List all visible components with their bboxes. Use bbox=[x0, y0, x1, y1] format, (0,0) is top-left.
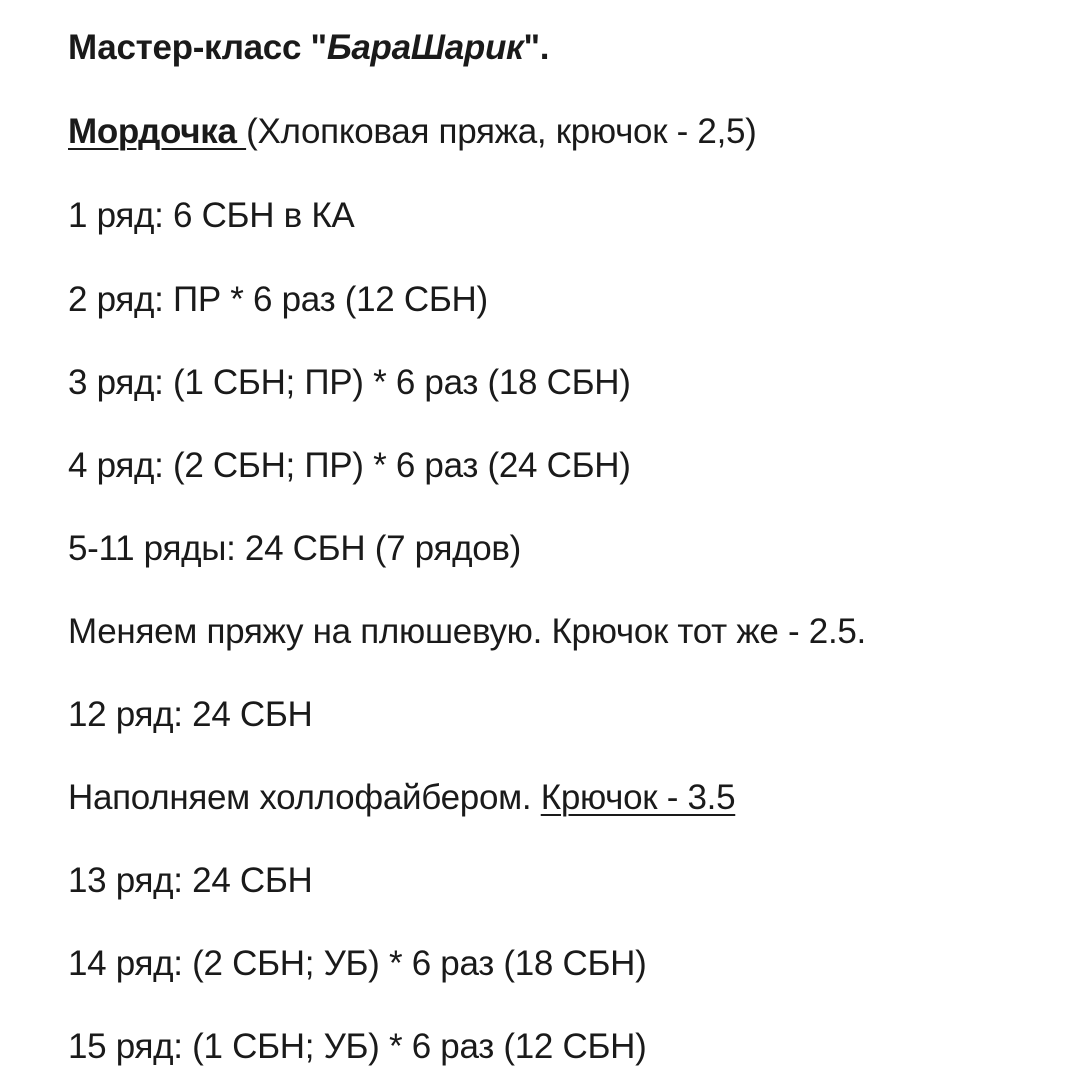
title-name: БараШарик bbox=[326, 28, 524, 67]
yarn-change-note: Меняем пряжу на плюшевую. Крючок тот же - 2.5. bbox=[68, 612, 866, 651]
document-title bbox=[68, 28, 549, 68]
section-details: (Хлопковая пряжа, крючок - 2,5) bbox=[246, 112, 757, 151]
row-1: 1 ряд: 6 СБН в КА bbox=[68, 196, 355, 235]
row-14: 14 ряд: (2 СБН; УБ) * 6 раз (18 СБН) bbox=[68, 944, 647, 983]
row-4: 4 ряд: (2 СБН; ПР) * 6 раз (24 СБН) bbox=[68, 446, 631, 485]
hook-change-text: Крючок - 3.5 bbox=[540, 778, 736, 817]
row-3: 3 ряд: (1 СБН; ПР) * 6 раз (18 СБН) bbox=[68, 363, 631, 402]
row-2: 2 ряд: ПР * 6 раз (12 СБН) bbox=[68, 280, 488, 319]
title-suffix: ". bbox=[523, 28, 550, 67]
rows-5-11: 5-11 ряды: 24 СБН (7 рядов) bbox=[68, 529, 522, 568]
title-prefix: Мастер-класс " bbox=[68, 28, 327, 67]
section-heading bbox=[68, 112, 757, 152]
row-15: 15 ряд: (1 СБН; УБ) * 6 раз (12 СБН) bbox=[68, 1027, 647, 1066]
row-13: 13 ряд: 24 СБН bbox=[68, 861, 313, 900]
section-name: Мордочка bbox=[68, 112, 247, 151]
row-12: 12 ряд: 24 СБН bbox=[68, 695, 313, 734]
filling-note bbox=[68, 778, 735, 818]
filling-text: Наполняем холлофайбером. bbox=[68, 778, 541, 817]
